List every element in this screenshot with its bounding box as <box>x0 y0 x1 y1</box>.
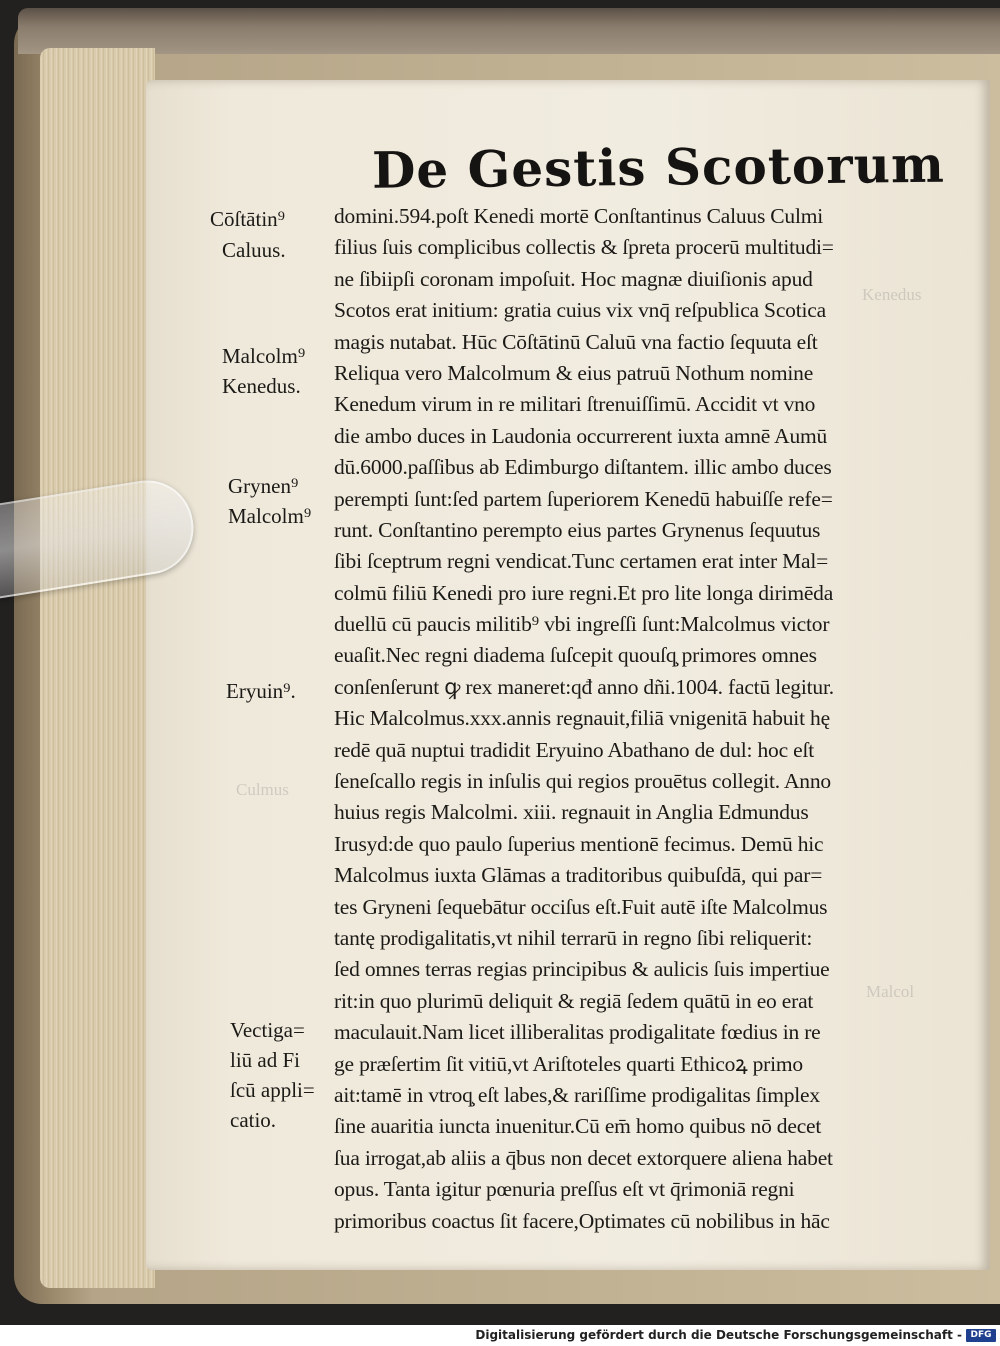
marginal-note: Eryuin⁹. <box>226 679 296 703</box>
marginal-note: Caluus. <box>222 238 286 262</box>
text-line: domini.594.poſt Kenedi mortē Conſtantinus Caluus Culmi <box>334 204 824 228</box>
text-line: Kenedum virum in re militari ſtrenuiſſimū. Accidit vt vno <box>334 392 816 417</box>
bleed-through-text: Malcol <box>866 982 915 1001</box>
footer-bar <box>0 1325 1000 1346</box>
book-cover-edge <box>18 8 1000 54</box>
funding-note: Digitalisierung gefördert durch die Deutsche Forschungsgemeinschaft - <box>475 1328 962 1342</box>
marginal-note: ſcū appli= <box>230 1078 315 1102</box>
marginal-note: Malcolm⁹ <box>228 504 312 528</box>
text-line: magis nutabat. Hūc Cōſtātinū Caluū vna factio ſequuta eſt <box>334 329 818 354</box>
marginal-note: Grynen⁹ <box>228 474 299 498</box>
text-line: colmū filiū Kenedi pro iure regni.Et pro lite longa dirimēda <box>334 580 834 605</box>
page-title: De Gestis Scotorum <box>371 134 946 200</box>
text-line: ſua irrogat,ab aliis a q̄bus non decet extorquere aliena habet <box>334 1145 833 1170</box>
text-line: Hic Malcolmus.xxx.annis regnauit,filiā vnigenitā habuit hę <box>334 706 830 731</box>
text-line: huius regis Malcolmi. xiii. regnauit in Anglia Edmundus <box>334 800 809 825</box>
marginal-note: Kenedus. <box>222 374 301 398</box>
text-line: redē quā nuptui tradidit Eryuino Abathano de dul: hoc eſt <box>334 737 814 762</box>
text-line: tantę prodigalitatis,vt nihil terrarū in regno ſibi reliquerit: <box>334 925 813 950</box>
body-text <box>334 201 934 1237</box>
marginal-note: catio. <box>230 1108 277 1132</box>
text-line: ait:tamē in vtroq̧ eſt labes,& rariſſime prodigalitas ſimplex <box>334 1082 820 1107</box>
text-line: runt. Conſtantino perempto eius partes Grynenus ſequutus <box>334 517 821 542</box>
marginal-note: Malcolm⁹ <box>222 344 306 368</box>
marginal-note: liū ad Fi <box>230 1048 301 1072</box>
text-line: ge præſertim ſit vitiū,vt Ariſtoteles quarti Ethicoꝝ primo <box>334 1051 803 1076</box>
text-line: dū.6000.paſſibus ab Edimburgo diſtantem. illic ambo duces <box>334 455 832 480</box>
bleed-through-text: Kenedus <box>862 285 922 304</box>
text-line: maculauit.Nam licet illiberalitas prodigalitate fœdius in re <box>334 1020 821 1045</box>
text-line: primoribus coactus ſit facere,Optimates cū nobilibus in hāc <box>334 1208 830 1233</box>
text-line: filius ſuis complicibus collectis & ſpreta procerū multitudi= <box>334 235 834 260</box>
text-line: Scotos erat initium: gratia cuius vix vnq̄ reſpublica Scotica <box>334 298 826 323</box>
text-line: Malcolmus iuxta Glāmas a traditoribus quibuſdā, qui par= <box>334 863 823 888</box>
text-line: duellū cū paucis militib⁹ vbi ingreſſi ſunt:Malcolmus victor <box>334 612 830 637</box>
text-line: ſibi ſceptrum regni vendicat.Tunc certamen erat inter Mal= <box>334 549 829 574</box>
marginal-note: Vectiga= <box>230 1018 305 1042</box>
text-line: Reliqua vero Malcolmum & eius patruū Nothum nomine <box>334 360 814 385</box>
marginal-note: Cōſtātin⁹ <box>210 207 285 231</box>
page-edges <box>40 48 155 1288</box>
text-line: tes Gryneni ſequebātur occiſus eſt.Fuit autē iſte Malcolmus <box>334 894 828 919</box>
text-line: opus. Tanta igitur pœnuria preſſus eſt vt q̄rimoniā regni <box>334 1177 795 1202</box>
text-line: die ambo duces in Laudonia occurrerent iuxta amnē Aumū <box>334 423 828 448</box>
text-line: ne ſibiipſi coronam impoſuit. Hoc magnæ diuiſionis apud <box>334 266 813 291</box>
text-line: rit:in quo plurimū deliquit & regiā ſedem quātū in eo erat <box>334 988 814 1013</box>
bleed-through-text: Culmus <box>236 780 289 799</box>
text-line: Irusyd:de quo paulo ſuperius mentionē fecimus. Demū hic <box>334 831 824 856</box>
text-line: ſeneſcallo regis in inſulis qui regios prouētus collegit. Anno <box>334 769 831 794</box>
text-line: euaſit.Nec regni diadema ſuſcepit quouſq̧ primores omnes <box>334 643 817 668</box>
text-line: ſed omnes terras regias principibus & aulicis ſuis impertiue <box>334 957 830 982</box>
text-line: perempti ſunt:ſed partem ſuperiorem Kenedū habuiſſe refe= <box>334 486 833 511</box>
text-line: ſine auaritia iuncta inuenitur.Cū em̄ homo quibus nō decet <box>334 1114 822 1139</box>
text-line: conſenſerunt ꝙ rex maneret:qđ anno dñi.1004. factū legitur. <box>334 674 834 699</box>
dfg-logo: DFG <box>966 1329 996 1342</box>
